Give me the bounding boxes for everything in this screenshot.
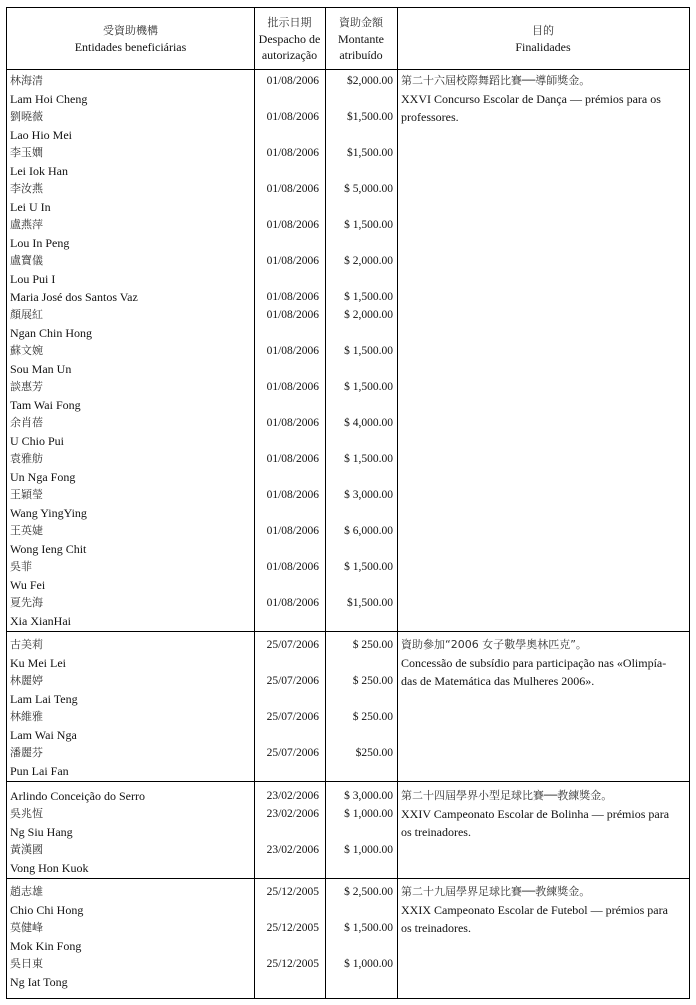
authorization-date: 25/12/2005 [266,886,319,898]
header-amount-pt1: Montante [338,31,384,46]
beneficiary-name-zh: 盧燕萍 [10,218,43,231]
amount-awarded: $250.00 [355,747,393,759]
amount-awarded: $ 2,000.00 [344,309,393,321]
authorization-date: 25/07/2006 [266,711,319,723]
amount-awarded: $1,500.00 [347,111,393,123]
beneficiary-name [10,72,254,108]
group-divider [7,781,689,782]
amount-awarded: $ 2,500.00 [344,886,393,898]
beneficiary-name-pt: Lei Iok Han [10,164,68,178]
table-row [7,883,689,919]
beneficiary-name-pt: Wu Fei [10,578,46,592]
beneficiary-name-zh: 林維雅 [10,710,43,723]
beneficiary-name-zh: 夏先海 [10,596,43,609]
grant-group-football [7,883,689,991]
authorization-date: 23/02/2006 [266,808,319,820]
table-row [7,558,689,594]
table-row [7,72,689,108]
authorization-date: 01/08/2006 [266,111,319,123]
header-amount-pt2: atribuído [339,47,383,62]
table-row [7,144,689,180]
amount-awarded: $ 5,000.00 [344,183,393,195]
table-row [7,708,689,744]
beneficiary-name [10,180,254,216]
table-row [7,594,689,630]
beneficiary-name [10,414,254,450]
beneficiary-name-zh: 莫健峰 [10,921,43,934]
beneficiary-name-pt: Tam Wai Fong [10,398,81,412]
beneficiary-name-pt: Lam Lai Teng [10,692,78,706]
beneficiary-name-zh: 顏展紅 [10,308,43,321]
amount-awarded: $ 1,500.00 [344,345,393,357]
authorization-date: 01/08/2006 [266,219,319,231]
amount-awarded: $ 1,000.00 [344,958,393,970]
purpose-zh: 第二十四屆學界小型足球比賽──教練獎金。 [401,789,613,802]
beneficiary-name-zh: 劉曉薇 [10,110,43,123]
amount-awarded: $1,500.00 [347,597,393,609]
purpose-pt-line: os treinadores. [401,825,471,839]
authorization-date: 01/08/2006 [266,345,319,357]
authorization-date: 23/02/2006 [266,844,319,856]
authorization-date: 01/08/2006 [266,147,319,159]
beneficiary-name-pt: Lou Pui I [10,272,56,286]
beneficiary-name-pt: U Chio Pui [10,434,65,448]
authorization-date: 01/08/2006 [266,291,319,303]
amount-awarded: $ 1,500.00 [344,922,393,934]
beneficiary-name [10,558,254,594]
amount-awarded: $ 1,500.00 [344,453,393,465]
authorization-date: 01/08/2006 [266,597,319,609]
beneficiary-name-pt: Vong Hon Kuok [10,861,89,875]
table-row [7,841,689,877]
beneficiary-name-zh: 談惠芳 [10,380,43,393]
grant-group-dance [7,72,689,630]
beneficiary-name-zh: 盧寶儀 [10,254,43,267]
beneficiary-name-pt: Wong Ieng Chit [10,542,87,556]
header-purpose-pt: Finalidades [515,39,571,54]
authorization-date: 25/12/2005 [266,958,319,970]
table-row [7,744,689,780]
table-row [7,216,689,252]
amount-awarded: $ 3,000.00 [344,489,393,501]
purpose-pt-line: Concessão de subsídio para participação nas «Olimpía- [401,656,667,670]
table-row [7,252,689,288]
group-divider [7,631,689,632]
beneficiary-name [10,883,254,919]
beneficiary-name-zh: 李汝燕 [10,182,43,195]
table-row [7,955,689,991]
table-row [7,378,689,414]
table-row [7,306,689,342]
authorization-date: 01/08/2006 [266,75,319,87]
authorization-date: 25/07/2006 [266,675,319,687]
beneficiary-name-pt: Un Nga Fong [10,470,76,484]
authorization-date: 01/08/2006 [266,309,319,321]
group-divider [7,878,689,879]
amount-awarded: $ 1,500.00 [344,291,393,303]
beneficiary-name [10,252,254,288]
purpose-pt-line: professores. [401,110,459,124]
table-row [7,787,689,805]
amount-awarded: $ 1,500.00 [344,561,393,573]
beneficiary-name-pt: Lao Hio Mei [10,128,72,142]
table-row [7,180,689,216]
authorization-date: 25/12/2005 [266,922,319,934]
beneficiary-name-zh: 余肖蓓 [10,416,43,429]
table-row [7,486,689,522]
beneficiary-name-zh: 林麗婷 [10,674,43,687]
authorization-date: 01/08/2006 [266,183,319,195]
amount-awarded: $ 250.00 [352,675,393,687]
grant-group-bolinha [7,787,689,877]
beneficiary-name-zh: 潘麗芬 [10,746,43,759]
table-row [7,919,689,955]
beneficiary-name-pt: Ng Iat Tong [10,975,68,989]
amount-awarded: $ 6,000.00 [344,525,393,537]
table-row [7,288,689,306]
purpose-pt-line: XXVI Concurso Escolar de Dança — prémios para os [401,92,661,106]
beneficiary-name [10,841,254,877]
purpose-pt-line: das de Matemática das Mulheres 2006». [401,674,595,688]
table-row [7,522,689,558]
header-date-zh: 批示日期 [267,15,312,29]
amount-awarded: $ 1,500.00 [344,381,393,393]
beneficiary-name-pt: Mok Kin Fong [10,939,82,953]
beneficiary-name-pt: Lam Wai Nga [10,728,77,742]
beneficiary-name-pt: Lei U In [10,200,51,214]
table-row [7,450,689,486]
purpose-zh: 第二十九屆學界足球比賽──教練獎金。 [401,885,591,898]
beneficiary-name-zh: 王英婕 [10,524,43,537]
beneficiary-name-pt: Arlindo Conceição do Serro [10,789,145,803]
beneficiary-name [10,288,254,306]
beneficiary-name [10,306,254,342]
amount-awarded: $ 250.00 [352,639,393,651]
beneficiary-name [10,342,254,378]
amount-awarded: $ 3,000.00 [344,790,393,802]
beneficiary-name [10,486,254,522]
beneficiary-name-zh: 袁雅舫 [10,452,43,465]
header-amount-zh: 資助金額 [339,15,383,29]
amount-awarded: $ 250.00 [352,711,393,723]
beneficiary-name [10,708,254,744]
authorization-date: 01/08/2006 [266,453,319,465]
table-row [7,636,689,672]
authorization-date: 01/08/2006 [266,255,319,267]
header-date-pt2: autorização [261,47,318,62]
grant-group-math-olympiad [7,636,689,780]
purpose-zh: 第二十六屆校際舞蹈比賽──導師獎金。 [401,74,591,87]
grants-table [6,7,690,999]
beneficiary-name-zh: 林海清 [10,74,43,87]
beneficiary-name-zh: 王穎瑩 [10,488,43,501]
authorization-date: 25/07/2006 [266,747,319,759]
purpose-zh: 資助參加“2006 女子數學奧林匹克”。 [401,638,587,651]
beneficiary-name-pt: Lam Hoi Cheng [10,92,88,106]
header-beneficiaries [7,8,254,69]
beneficiary-name-pt: Ku Mei Lei [10,656,66,670]
beneficiary-name-pt: Lou In Peng [10,236,70,250]
beneficiary-name-pt: Ng Siu Hang [10,825,73,839]
amount-awarded: $2,000.00 [347,75,393,87]
beneficiary-name-zh: 李玉嫺 [10,146,43,159]
beneficiary-name-zh: 趙志雄 [10,885,43,898]
beneficiary-name-zh: 古美莉 [10,638,43,651]
beneficiary-name-pt: Pun Lai Fan [10,764,69,778]
beneficiary-name [10,744,254,780]
authorization-date: 01/08/2006 [266,561,319,573]
beneficiary-name-zh: 吳日東 [10,957,43,970]
table-row [7,805,689,841]
amount-awarded: $ 1,000.00 [344,808,393,820]
authorization-date: 01/08/2006 [266,525,319,537]
beneficiary-name [10,672,254,708]
header-beneficiaries-zh: 受資助機構 [103,23,158,37]
header-divider [7,69,689,70]
beneficiary-name-pt: Chio Chi Hong [10,903,84,917]
beneficiary-name-zh: 吳兆恆 [10,807,43,820]
beneficiary-name [10,636,254,672]
beneficiary-name-zh: 吳菲 [10,560,32,573]
authorization-date: 23/02/2006 [266,790,319,802]
header-date [254,8,325,69]
beneficiary-name-pt: Maria José dos Santos Vaz [10,290,138,304]
beneficiary-name [10,919,254,955]
beneficiary-name-pt: Wang YingYing [10,506,87,520]
beneficiary-name-zh: 蘇文婉 [10,344,43,357]
beneficiary-name [10,787,254,805]
table-row [7,672,689,708]
authorization-date: 01/08/2006 [266,417,319,429]
authorization-date: 01/08/2006 [266,489,319,501]
beneficiary-name [10,216,254,252]
table-row [7,342,689,378]
amount-awarded: $1,500.00 [347,147,393,159]
amount-awarded: $ 4,000.00 [344,417,393,429]
header-purpose-zh: 目的 [532,23,554,37]
header-purpose [397,8,689,69]
beneficiary-name [10,450,254,486]
authorization-date: 01/08/2006 [266,381,319,393]
beneficiary-name [10,805,254,841]
amount-awarded: $ 1,000.00 [344,844,393,856]
header-amount [325,8,397,69]
amount-awarded: $ 1,500.00 [344,219,393,231]
beneficiary-name [10,522,254,558]
beneficiary-name [10,955,254,991]
beneficiary-name [10,594,254,630]
beneficiary-name-zh: 黃漢國 [10,843,43,856]
header-beneficiaries-pt: Entidades beneficiárias [74,39,187,54]
beneficiary-name [10,144,254,180]
beneficiary-name-pt: Ngan Chin Hong [10,326,92,340]
beneficiary-name [10,378,254,414]
beneficiary-name-pt: Xia XianHai [10,614,71,628]
purpose-pt-line: XXIV Campeonato Escolar de Bolinha — prémios para [401,807,670,821]
table-row [7,414,689,450]
table-row [7,108,689,144]
purpose-pt-line: XXIX Campeonato Escolar de Futebol — prémios para [401,903,668,917]
authorization-date: 25/07/2006 [266,639,319,651]
beneficiary-name [10,108,254,144]
beneficiary-name-pt: Sou Man Un [10,362,72,376]
amount-awarded: $ 2,000.00 [344,255,393,267]
header-date-pt1: Despacho de [258,31,321,46]
purpose-pt-line: os treinadores. [401,921,471,935]
